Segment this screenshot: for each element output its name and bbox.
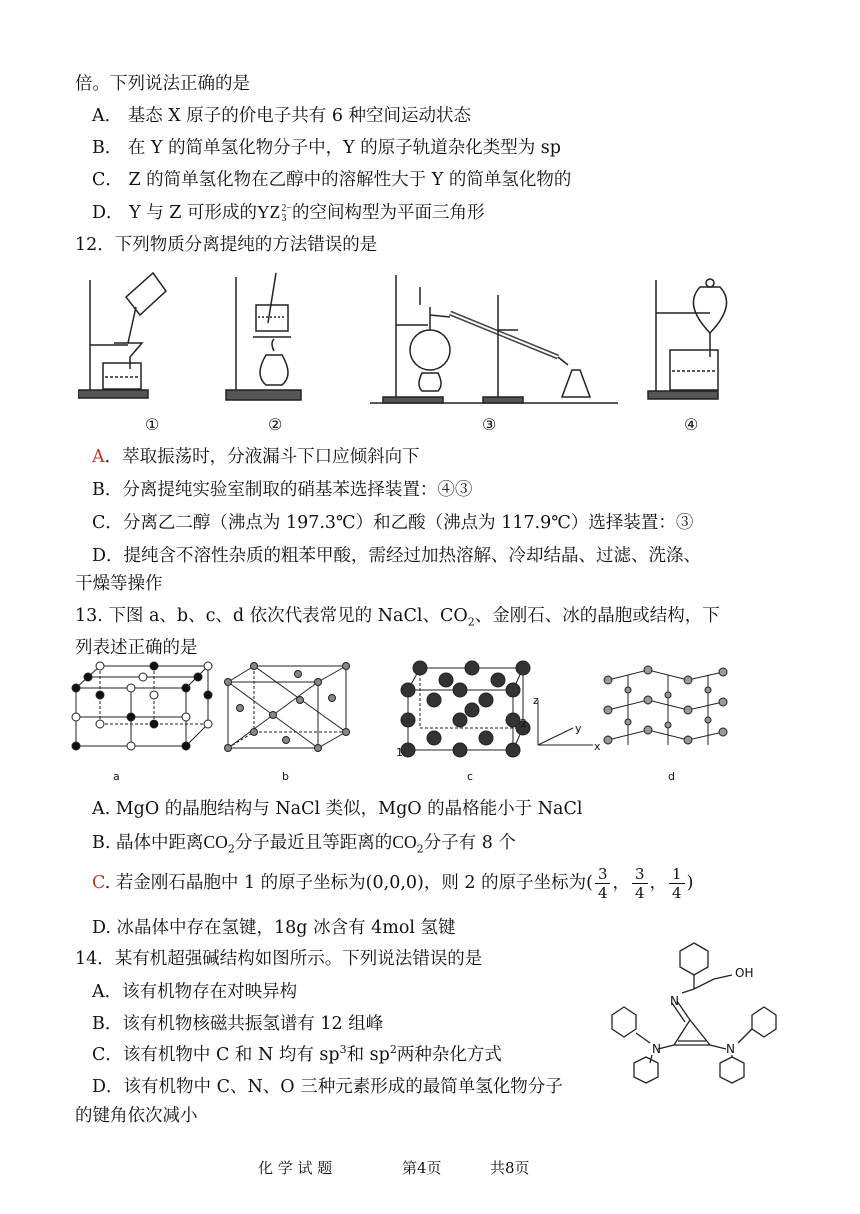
q11-stem-tail: 倍。下列说法正确的是 xyxy=(75,74,250,94)
q12-option-d-line1: D．提纯含不溶性杂质的粗苯甲酸，需经过加热溶解、冷却结晶、过滤、洗涤、 xyxy=(92,546,702,566)
crystal-label-a: a xyxy=(113,770,120,783)
footer-total: 共8页 xyxy=(490,1159,530,1177)
fraction-y: $\frac{3}{4}$ xyxy=(632,865,648,902)
q14-stem: 14．某有机超强碱结构如图所示。下列说法错误的是 xyxy=(75,949,483,969)
label-oh: OH xyxy=(735,966,754,980)
q11-option-d-formula: YZ 2− 3 xyxy=(257,202,292,224)
apparatus-label-4: ④ xyxy=(684,415,699,434)
q13-option-a: A. MgO 的晶胞结构与 NaCl 类似，MgO 的晶格能小于 NaCl xyxy=(92,799,583,819)
q13-option-b: B. 晶体中距离$CO_2$分子最近且等距离的$CO_2$分子有 8 个 xyxy=(92,832,516,856)
q11-option-d-post: 的空间构型为平面三角形 xyxy=(291,203,485,223)
q13-option-d: D. 冰晶体中存在氢键，18g 冰含有 4mol 氢键 xyxy=(92,918,456,938)
q11-option-d xyxy=(92,200,820,225)
apparatus-label-2: ② xyxy=(268,415,283,434)
point-label-1: 1 xyxy=(396,746,403,759)
q12-option-a-letter: A xyxy=(92,447,105,467)
label-amine-n-right: N xyxy=(726,1042,735,1056)
label-imine-n: N xyxy=(670,994,679,1008)
q13-stem-line1: 13. 下图 a、b、c、d 依次代表常见的 NaCl、$CO_2$、金刚石、冰的晶胞或结构，下 xyxy=(75,606,720,629)
crystal-structures-figure xyxy=(68,660,728,760)
q14-option-a: A．该有机物存在对映异构 xyxy=(92,982,298,1002)
q11-option-d-pre: D． Y 与 Z 可形成的 xyxy=(92,203,257,223)
axis-label-y: y xyxy=(575,722,582,735)
footer-subject: 化 学 试 题 xyxy=(258,1159,333,1177)
label-amine-n-left: N xyxy=(652,1042,661,1056)
q14-option-b: B．该有机物核磁共振氢谱有 12 组峰 xyxy=(92,1014,384,1034)
q14-option-d-line2: 的键角依次减小 xyxy=(75,1106,198,1126)
q12-option-c: C．分离乙二醇（沸点为 197.3℃）和乙酸（沸点为 117.9℃）选择装置：③ xyxy=(92,513,694,533)
crystal-label-d: d xyxy=(668,770,675,783)
q12-option-b: B．分离提纯实验室制取的硝基苯选择装置：④③ xyxy=(92,480,473,500)
point-label-2: 2 xyxy=(520,717,527,730)
organic-superbase-structure xyxy=(602,935,787,1105)
axis-label-z: z xyxy=(533,694,539,707)
crystal-label-b: b xyxy=(282,770,289,783)
apparatus-label-1: ① xyxy=(145,415,160,434)
q14-option-c: C．该有机物中 C 和 N 均有 $sp^3$和 $sp^2$两种杂化方式 xyxy=(92,1043,502,1065)
crystal-label-c: c xyxy=(467,770,474,783)
q13-stem-line2: 列表述正确的是 xyxy=(75,638,198,658)
apparatus-label-3: ③ xyxy=(482,415,497,434)
q12-stem: 12．下列物质分离提纯的方法错误的是 xyxy=(75,235,378,255)
lab-apparatus-figure xyxy=(78,265,728,410)
fraction-x: $\frac{3}{4}$ xyxy=(595,865,611,902)
q12-option-a: A．萃取振荡时，分液漏斗下口应倾斜向下 xyxy=(92,447,420,467)
q11-option-b: B． 在 Y 的简单氢化物分子中，Y 的原子轨道杂化类型为 sp xyxy=(92,138,561,158)
axis-label-x: x xyxy=(594,740,601,753)
footer-page: 第4页 xyxy=(402,1159,442,1177)
fraction-z: $\frac{1}{4}$ xyxy=(669,865,685,902)
q11-option-a: A． 基态 X 原子的价电子共有 6 种空间运动状态 xyxy=(92,106,472,126)
q11-option-c: C． Z 的简单氢化物在乙醇中的溶解性大于 Y 的简单氢化物的 xyxy=(92,170,572,190)
q12-option-d-line2: 干燥等操作 xyxy=(75,574,163,594)
q14-option-d-line1: D．该有机物中 C、N、O 三种元素形成的最简单氢化物分子 xyxy=(92,1077,563,1097)
q13-option-c-letter: C xyxy=(92,873,105,893)
q13-option-c: C. 若金刚石晶胞中 1 的原子坐标为(0,0,0)，则 2 的原子坐标为( $\frac{3}{4}$ ， $\frac{3}{4}$ ， $\frac{1}{4}$ ) xyxy=(92,865,694,902)
